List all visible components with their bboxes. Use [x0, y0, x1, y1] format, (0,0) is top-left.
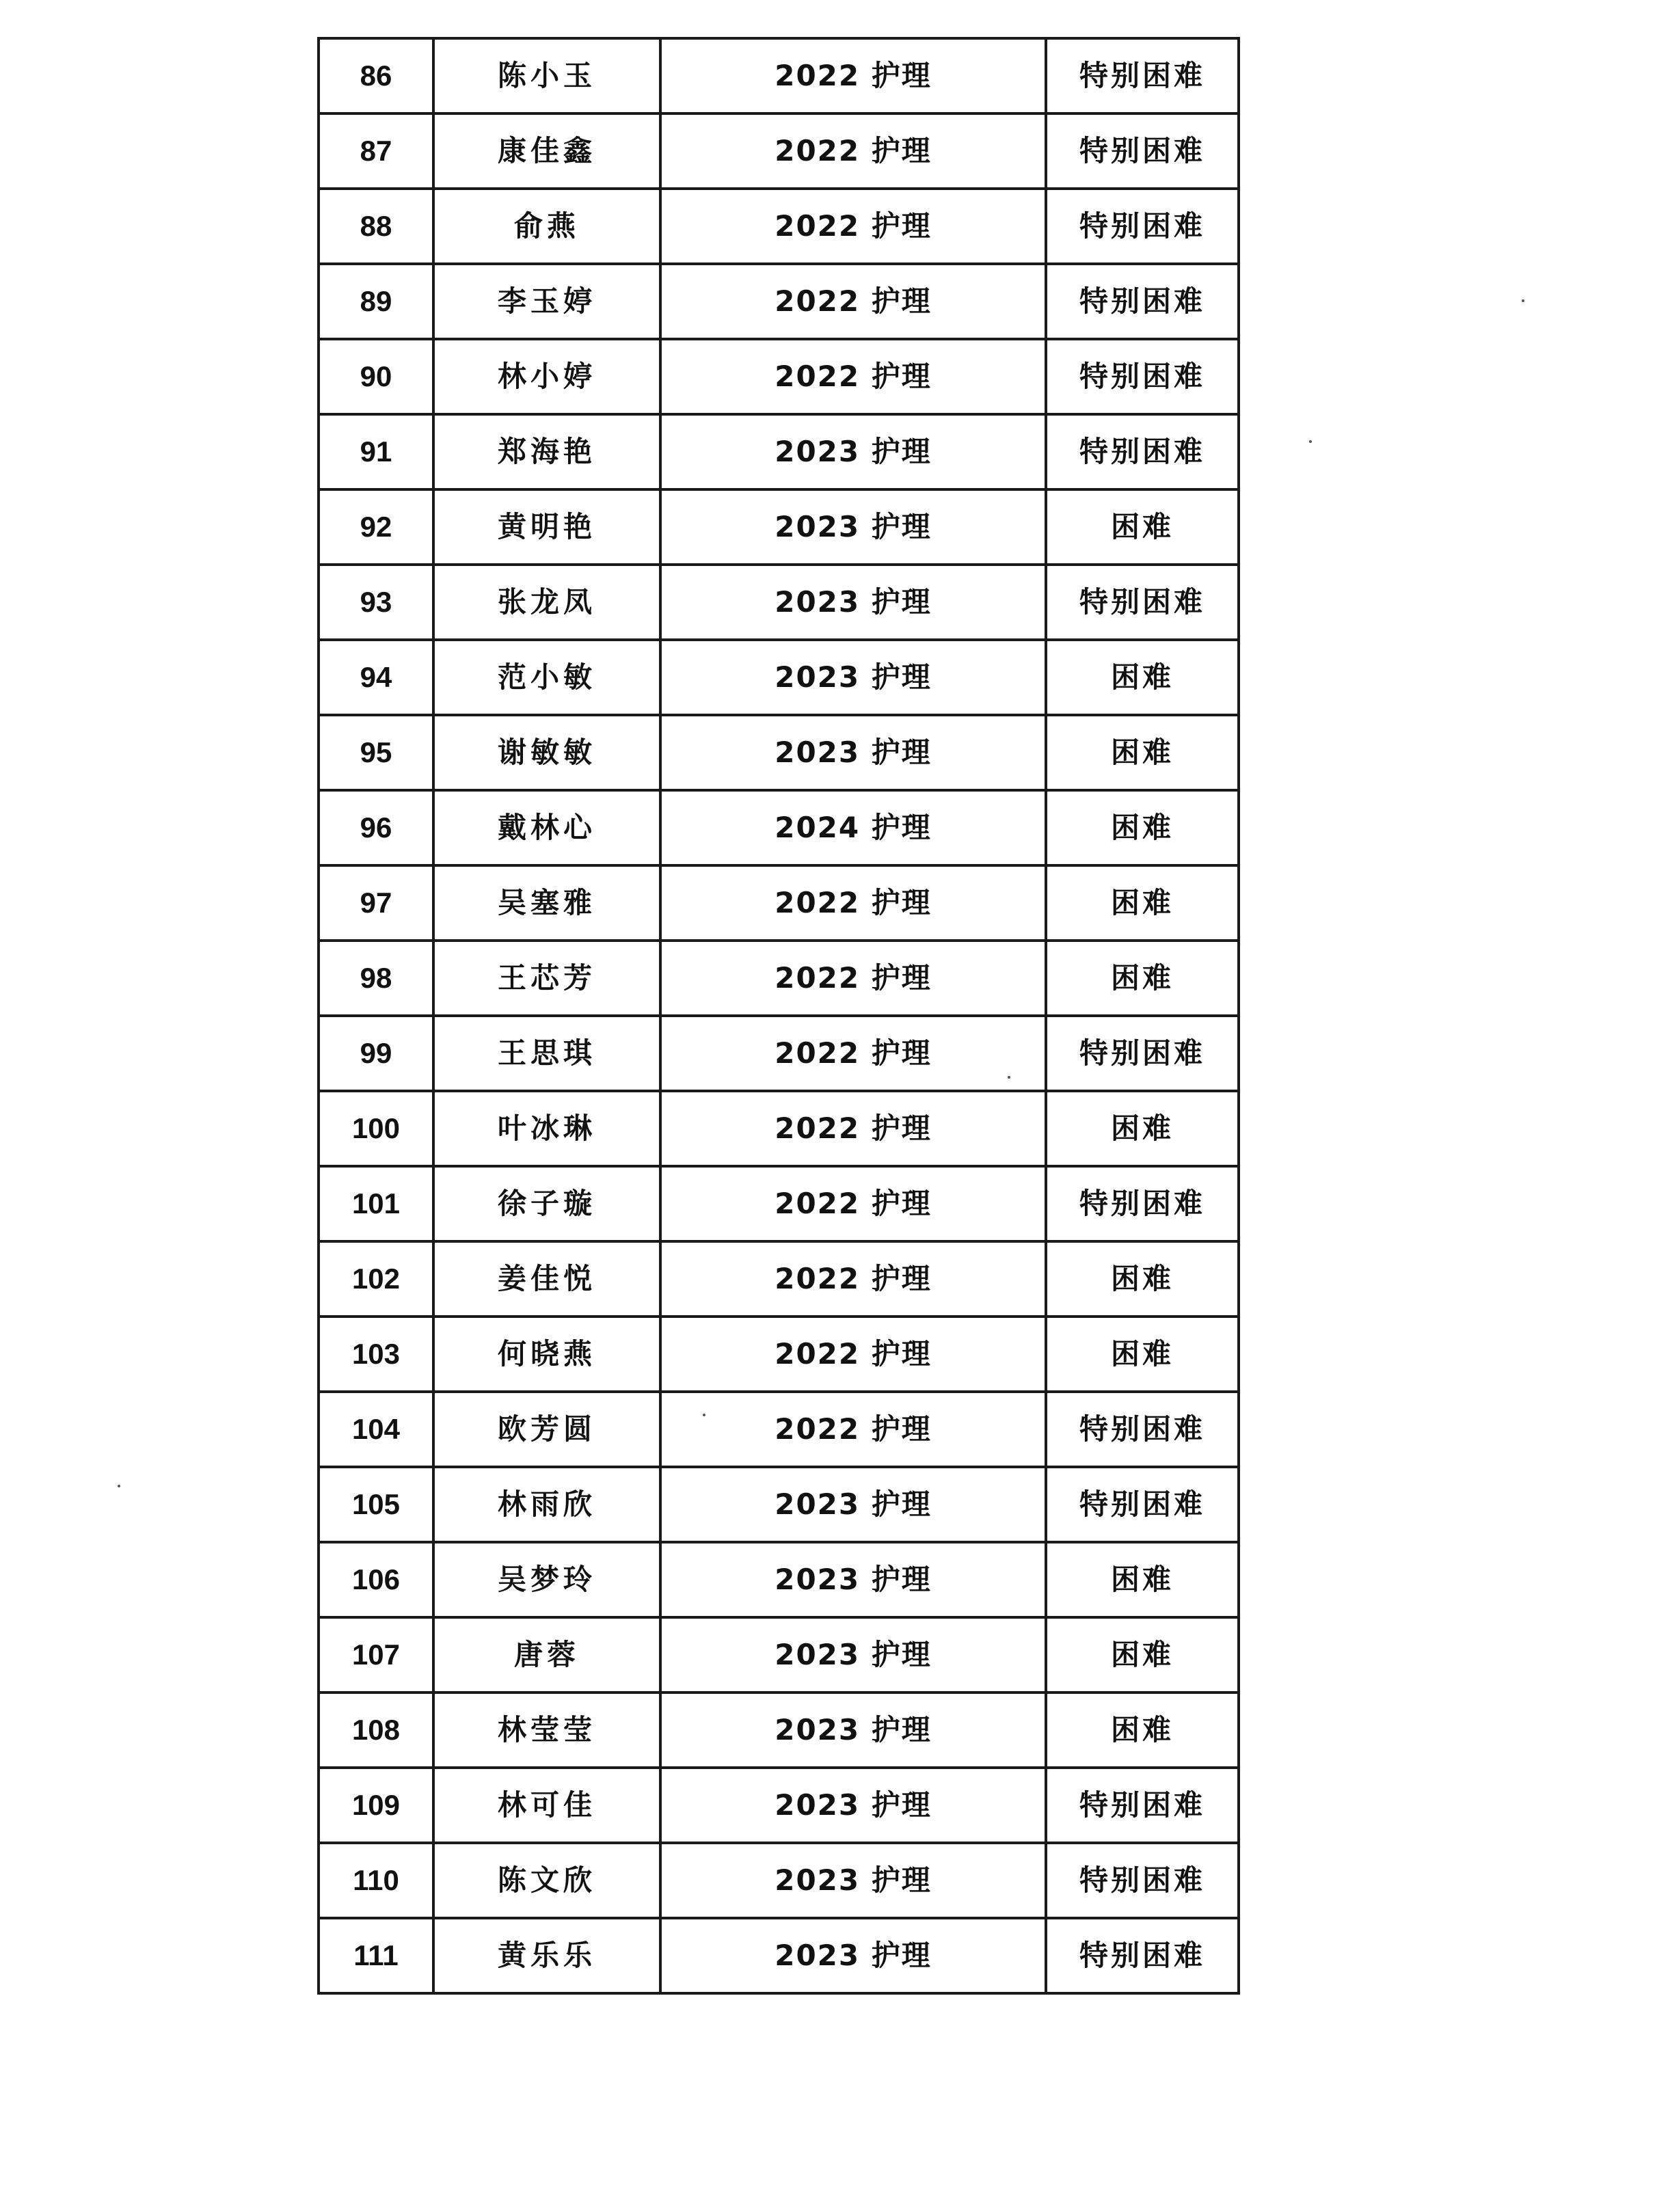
student-name-cell: 何晓燕	[433, 1317, 660, 1392]
class-cell: 2022 护理	[660, 189, 1046, 264]
row-number-cell: 92	[319, 489, 433, 565]
student-name-cell: 范小敏	[433, 640, 660, 715]
row-number-cell: 108	[319, 1692, 433, 1768]
class-cell: 2023 护理	[660, 715, 1046, 790]
student-name-cell: 王芯芳	[433, 941, 660, 1016]
row-number-cell: 109	[319, 1768, 433, 1843]
hardship-level-cell: 特别困难	[1046, 1166, 1239, 1241]
student-name-cell: 姜佳悦	[433, 1241, 660, 1317]
scan-speck	[118, 1485, 120, 1487]
student-name-cell: 黄乐乐	[433, 1918, 660, 1993]
student-name-cell: 徐子璇	[433, 1166, 660, 1241]
student-name-cell: 林可佳	[433, 1768, 660, 1843]
hardship-level-cell: 特别困难	[1046, 189, 1239, 264]
row-number-cell: 95	[319, 715, 433, 790]
class-cell: 2023 护理	[660, 1843, 1046, 1918]
hardship-level-cell: 特别困难	[1046, 414, 1239, 489]
hardship-level-cell: 特别困难	[1046, 113, 1239, 189]
hardship-level-cell: 困难	[1046, 1317, 1239, 1392]
class-cell: 2022 护理	[660, 865, 1046, 941]
table-row	[319, 1692, 1239, 1768]
table-row	[319, 1166, 1239, 1241]
table-row	[319, 865, 1239, 941]
scan-speck	[1522, 299, 1524, 302]
class-cell: 2022 护理	[660, 1392, 1046, 1467]
row-number-cell: 96	[319, 790, 433, 865]
table-row	[319, 264, 1239, 339]
hardship-level-cell: 困难	[1046, 1091, 1239, 1166]
student-name-cell: 唐蓉	[433, 1617, 660, 1692]
table-row	[319, 38, 1239, 113]
table-row	[319, 715, 1239, 790]
student-name-cell: 俞燕	[433, 189, 660, 264]
table-row	[319, 565, 1239, 640]
table-row	[319, 790, 1239, 865]
row-number-cell: 91	[319, 414, 433, 489]
row-number-cell: 102	[319, 1241, 433, 1317]
class-cell: 2022 护理	[660, 1016, 1046, 1091]
student-name-cell: 戴林心	[433, 790, 660, 865]
class-cell: 2022 护理	[660, 1317, 1046, 1392]
class-cell: 2023 护理	[660, 565, 1046, 640]
hardship-level-cell: 困难	[1046, 1542, 1239, 1617]
table-row	[319, 414, 1239, 489]
row-number-cell: 88	[319, 189, 433, 264]
class-cell: 2022 护理	[660, 339, 1046, 414]
row-number-cell: 99	[319, 1016, 433, 1091]
class-cell: 2022 护理	[660, 264, 1046, 339]
row-number-cell: 100	[319, 1091, 433, 1166]
hardship-level-cell: 困难	[1046, 790, 1239, 865]
class-cell: 2023 护理	[660, 1542, 1046, 1617]
class-cell: 2024 护理	[660, 790, 1046, 865]
class-cell: 2023 护理	[660, 489, 1046, 565]
table-row	[319, 1241, 1239, 1317]
table-row	[319, 1016, 1239, 1091]
hardship-level-cell: 特别困难	[1046, 565, 1239, 640]
hardship-level-cell: 特别困难	[1046, 1768, 1239, 1843]
table-row	[319, 1843, 1239, 1918]
table-row	[319, 1918, 1239, 1993]
student-name-cell: 陈文欣	[433, 1843, 660, 1918]
row-number-cell: 105	[319, 1467, 433, 1542]
hardship-level-cell: 特别困难	[1046, 1843, 1239, 1918]
roster-table-body	[319, 38, 1239, 1993]
scan-speck	[703, 1414, 705, 1416]
row-number-cell: 111	[319, 1918, 433, 1993]
student-name-cell: 郑海艳	[433, 414, 660, 489]
scan-speck	[1309, 440, 1312, 443]
student-name-cell: 吴塞雅	[433, 865, 660, 941]
class-cell: 2023 护理	[660, 1692, 1046, 1768]
student-name-cell: 吴梦玲	[433, 1542, 660, 1617]
row-number-cell: 94	[319, 640, 433, 715]
student-name-cell: 李玉婷	[433, 264, 660, 339]
row-number-cell: 106	[319, 1542, 433, 1617]
hardship-level-cell: 困难	[1046, 1617, 1239, 1692]
table-row	[319, 1542, 1239, 1617]
row-number-cell: 87	[319, 113, 433, 189]
table-row	[319, 1768, 1239, 1843]
table-row	[319, 941, 1239, 1016]
row-number-cell: 97	[319, 865, 433, 941]
student-name-cell: 欧芳圆	[433, 1392, 660, 1467]
row-number-cell: 110	[319, 1843, 433, 1918]
student-name-cell: 林小婷	[433, 339, 660, 414]
student-name-cell: 谢敏敏	[433, 715, 660, 790]
class-cell: 2022 护理	[660, 113, 1046, 189]
hardship-level-cell: 困难	[1046, 1241, 1239, 1317]
student-name-cell: 陈小玉	[433, 38, 660, 113]
hardship-level-cell: 困难	[1046, 489, 1239, 565]
table-row	[319, 339, 1239, 414]
hardship-level-cell: 困难	[1046, 865, 1239, 941]
class-cell: 2023 护理	[660, 1467, 1046, 1542]
class-cell: 2023 护理	[660, 1617, 1046, 1692]
row-number-cell: 104	[319, 1392, 433, 1467]
hardship-level-cell: 特别困难	[1046, 1016, 1239, 1091]
table-row	[319, 1392, 1239, 1467]
class-cell: 2022 护理	[660, 1091, 1046, 1166]
row-number-cell: 101	[319, 1166, 433, 1241]
hardship-level-cell: 困难	[1046, 941, 1239, 1016]
class-cell: 2022 护理	[660, 38, 1046, 113]
student-name-cell: 叶冰琳	[433, 1091, 660, 1166]
student-name-cell: 张龙凤	[433, 565, 660, 640]
row-number-cell: 89	[319, 264, 433, 339]
student-aid-roster-table	[317, 37, 1240, 1995]
class-cell: 2023 护理	[660, 414, 1046, 489]
table-row	[319, 1467, 1239, 1542]
hardship-level-cell: 特别困难	[1046, 1918, 1239, 1993]
hardship-level-cell: 特别困难	[1046, 1392, 1239, 1467]
student-name-cell: 林雨欣	[433, 1467, 660, 1542]
row-number-cell: 107	[319, 1617, 433, 1692]
student-name-cell: 林莹莹	[433, 1692, 660, 1768]
class-cell: 2022 护理	[660, 1166, 1046, 1241]
class-cell: 2023 护理	[660, 1918, 1046, 1993]
table-row	[319, 1091, 1239, 1166]
table-row	[319, 1317, 1239, 1392]
table-row	[319, 640, 1239, 715]
table-row	[319, 489, 1239, 565]
row-number-cell: 86	[319, 38, 433, 113]
student-name-cell: 黄明艳	[433, 489, 660, 565]
class-cell: 2022 护理	[660, 941, 1046, 1016]
row-number-cell: 93	[319, 565, 433, 640]
table-row	[319, 113, 1239, 189]
class-cell: 2023 护理	[660, 1768, 1046, 1843]
class-cell: 2022 护理	[660, 1241, 1046, 1317]
hardship-level-cell: 特别困难	[1046, 339, 1239, 414]
hardship-level-cell: 困难	[1046, 1692, 1239, 1768]
class-cell: 2023 护理	[660, 640, 1046, 715]
hardship-level-cell: 特别困难	[1046, 264, 1239, 339]
hardship-level-cell: 困难	[1046, 715, 1239, 790]
scan-speck	[1008, 1076, 1010, 1079]
row-number-cell: 90	[319, 339, 433, 414]
student-name-cell: 王思琪	[433, 1016, 660, 1091]
row-number-cell: 103	[319, 1317, 433, 1392]
student-name-cell: 康佳鑫	[433, 113, 660, 189]
table-row	[319, 1617, 1239, 1692]
table-row	[319, 189, 1239, 264]
hardship-level-cell: 困难	[1046, 640, 1239, 715]
row-number-cell: 98	[319, 941, 433, 1016]
hardship-level-cell: 特别困难	[1046, 38, 1239, 113]
hardship-level-cell: 特别困难	[1046, 1467, 1239, 1542]
